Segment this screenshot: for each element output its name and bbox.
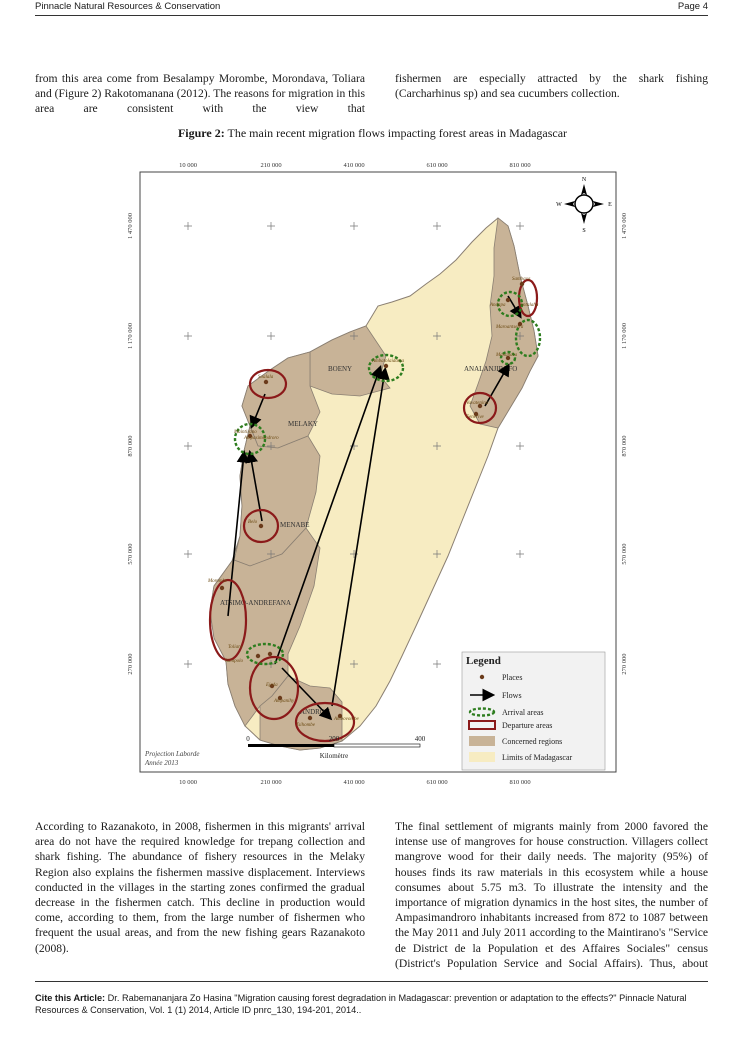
scale-label: 200 xyxy=(328,735,340,743)
cite-label: Cite this Article: xyxy=(35,993,106,1003)
y-tick-right: 870 000 xyxy=(621,435,628,457)
legend-item: Limits of Madagascar xyxy=(502,753,573,762)
y-tick-right: 1 470 000 xyxy=(621,213,628,239)
figure-caption-text: The main recent migration flows impacting forest areas in Madagascar xyxy=(224,126,568,140)
bottom-right-paragraph: The final settlement of migrants mainly from 2000 favored the intense use of mangroves for house construction. Villagers collect mangrove wood for their daily needs. The majority (95%) of houses finds its raw materials in this ecosystem while a house consumes about 5.75 m3. To illustrate the intensity and the importance of migration dynamics in the host sites, the number of Ampasimandroro inhabitants increased from 872 to 1087 between the May 2011 and July 2011 according to the Maintirano's "Service de District de la Population et des Affaires Sociales" census (District's Population Service and Social Affairs). Thus, about xyxy=(395,820,708,970)
x-tick-bottom: 10 000 xyxy=(179,779,197,786)
legend-item: Concerned regions xyxy=(502,737,563,746)
place-label: Tsihombe xyxy=(296,723,315,728)
top-right-paragraph: fishermen are especially attracted by the shark fishing (Carcharhinus sp) and sea cucumbers collection. xyxy=(395,72,708,101)
place-label: Maintirano xyxy=(234,430,257,435)
place-label: Mananara xyxy=(496,353,518,358)
y-tick-right: 1 170 000 xyxy=(621,323,628,349)
x-tick-top: 410 000 xyxy=(343,162,365,169)
legend-title: Legend xyxy=(466,655,501,667)
place-label: Ampanihy xyxy=(274,699,295,704)
scale-unit: Kilomètre xyxy=(319,752,349,760)
legend-item: Flows xyxy=(502,691,522,700)
place-label: Maroantsetra xyxy=(496,325,524,330)
place-label: Antalaha xyxy=(520,303,539,308)
journal-name: Pinnacle Natural Resources & Conservation xyxy=(35,1,221,12)
y-tick-right: 270 000 xyxy=(621,653,628,675)
region-label-boeny: BOENY xyxy=(328,365,353,373)
migration-map xyxy=(110,156,636,790)
legend-item: Places xyxy=(502,673,523,682)
place-label: Vavatenina xyxy=(466,401,489,406)
projection-note: Projection Laborde xyxy=(145,750,200,758)
cite-text: Dr. Rabemananjara Zo Hasina "Migration causing forest degradation in Madagascar: prevention or adaptation to the effects?" Pinnacle Natural Resources & Conservation, Vol. 1 (1) 2014, Article ID pnrc_130, 194-201, 2014.. xyxy=(35,993,687,1015)
y-tick-left: 1 170 000 xyxy=(127,323,134,349)
place-label: Ejeda xyxy=(266,683,278,688)
page-number: Page 4 xyxy=(677,1,708,12)
citation-footer xyxy=(35,981,708,1016)
x-tick-top: 810 000 xyxy=(509,162,531,169)
x-tick-top: 210 000 xyxy=(260,162,282,169)
top-left-paragraph: from this area come from Besalampy Morombe, Morondava, Toliara and (Figure 2) Rakotomanana (2012). The reasons for migration in this area are consistent with the view that xyxy=(35,72,365,116)
legend-item: Arrival areas xyxy=(502,708,544,717)
place-label: Itampolo xyxy=(225,659,244,664)
region-label-atsimo-andrefana: ATSIMO-ANDREFANA xyxy=(220,599,292,607)
x-tick-top: 10 000 xyxy=(179,162,197,169)
place-label: Andapa xyxy=(490,303,506,308)
place-label: Soalala xyxy=(258,375,274,380)
scale-label: 0 xyxy=(246,735,250,743)
scale-label: 400 xyxy=(414,735,426,743)
region-label-androy: ANDROY xyxy=(300,708,330,716)
y-tick-left: 270 000 xyxy=(127,653,134,675)
x-tick-bottom: 810 000 xyxy=(509,779,531,786)
legend-item: Departure areas xyxy=(502,721,553,730)
region-label-menabe: MENABE xyxy=(280,521,310,529)
compass-w: W xyxy=(556,202,562,208)
projection-year: Année 2013 xyxy=(145,759,179,767)
place-label: Sambava xyxy=(512,277,531,282)
place-label: Belo xyxy=(248,520,258,525)
compass-n: N xyxy=(581,177,587,183)
y-tick-left: 570 000 xyxy=(127,543,134,565)
region-label-melaky: MELAKY xyxy=(288,420,318,428)
figure-label: Figure 2: xyxy=(177,126,225,140)
map-legend xyxy=(462,652,605,770)
place-label: Ampasimandroro xyxy=(244,436,279,441)
bottom-left-paragraph: According to Razanakoto, in 2008, fishermen in this migrants' arrival area do not have the required knowledge for trepang collection and shark fishing. The abundance of fishery resources in the Melaky Region also explains the fishermen massive displacement. Interviews conducted in the villages in the starting zones confirmed the gradual decrease in the fishermen catch. This decline in production would come, according to them, from the large number of fishermen who frequent the usual areas, and from the new fishing gears Razanakoto (2008). xyxy=(35,820,365,955)
place-label: Fenerive xyxy=(466,415,484,420)
region-label-analanjirofo: ANALANJIROFO xyxy=(464,365,518,373)
page-header xyxy=(35,0,708,16)
place-label: Ambovombe xyxy=(334,717,359,722)
y-tick-right: 570 000 xyxy=(621,543,628,565)
x-tick-top: 610 000 xyxy=(426,162,448,169)
place-label: Ambatolaidama xyxy=(372,359,404,364)
compass-e: E xyxy=(608,202,612,208)
y-tick-left: 870 000 xyxy=(127,435,134,457)
x-tick-bottom: 610 000 xyxy=(426,779,448,786)
compass-s: S xyxy=(582,228,586,234)
y-tick-left: 1 470 000 xyxy=(127,213,134,239)
x-tick-bottom: 410 000 xyxy=(343,779,365,786)
place-label: Morombe xyxy=(208,579,228,584)
place-label: Toliara xyxy=(228,645,243,650)
x-tick-bottom: 210 000 xyxy=(260,779,282,786)
figure-caption xyxy=(0,126,745,141)
